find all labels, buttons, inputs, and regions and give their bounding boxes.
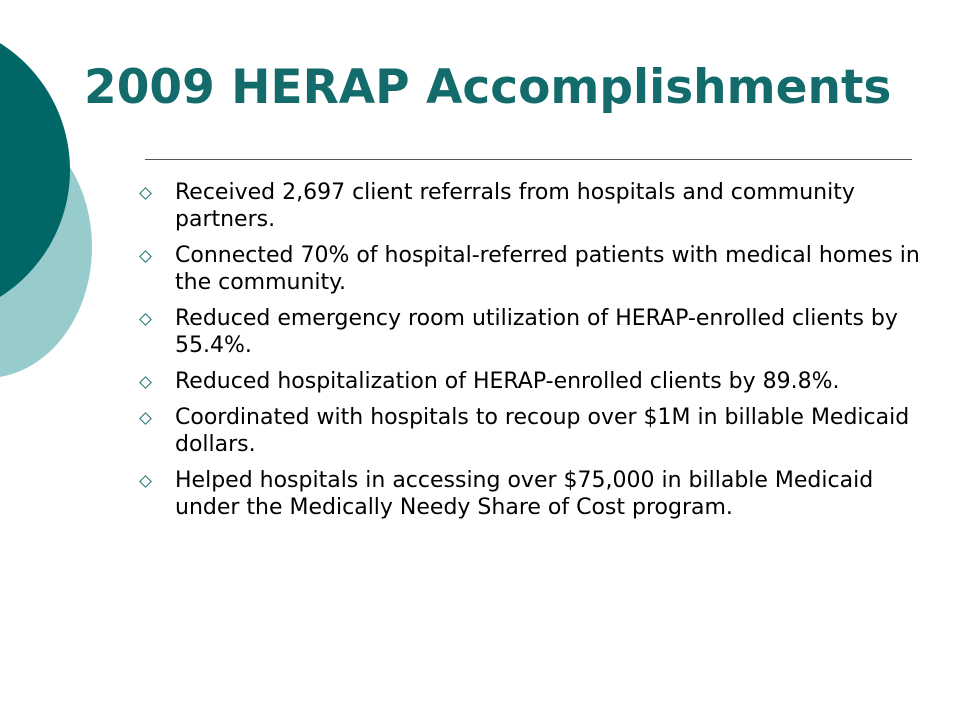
bullet-item (135, 467, 935, 521)
title-divider (145, 159, 912, 160)
bullet-item (135, 305, 935, 359)
slide-title: 2009 HERAP Accomplishments (84, 60, 892, 115)
bullet-item (135, 242, 935, 296)
bullet-text: Connected 70% of hospital-referred patients with medical homes in the community. (175, 243, 920, 295)
bullet-text: Received 2,697 client referrals from hospitals and community partners. (175, 180, 855, 232)
bullet-list (135, 179, 935, 530)
bullet-item (135, 368, 935, 395)
bullet-text: Reduced emergency room utilization of HERAP-enrolled clients by 55.4%. (175, 306, 898, 358)
diamond-bullet-icon (139, 250, 152, 263)
diamond-bullet-icon (139, 187, 152, 200)
diamond-bullet-icon (139, 475, 152, 488)
diamond-bullet-icon (139, 313, 152, 326)
bullet-item (135, 179, 935, 233)
bullet-item (135, 404, 935, 458)
bullet-text: Coordinated with hospitals to recoup over $1M in billable Medicaid dollars. (175, 405, 910, 457)
diamond-bullet-icon (139, 412, 152, 425)
bullet-text: Reduced hospitalization of HERAP-enrolled clients by 89.8%. (175, 369, 840, 394)
diamond-bullet-icon (139, 376, 152, 389)
bullet-text: Helped hospitals in accessing over $75,000 in billable Medicaid under the Medically Needy Share of Cost program. (175, 468, 874, 520)
